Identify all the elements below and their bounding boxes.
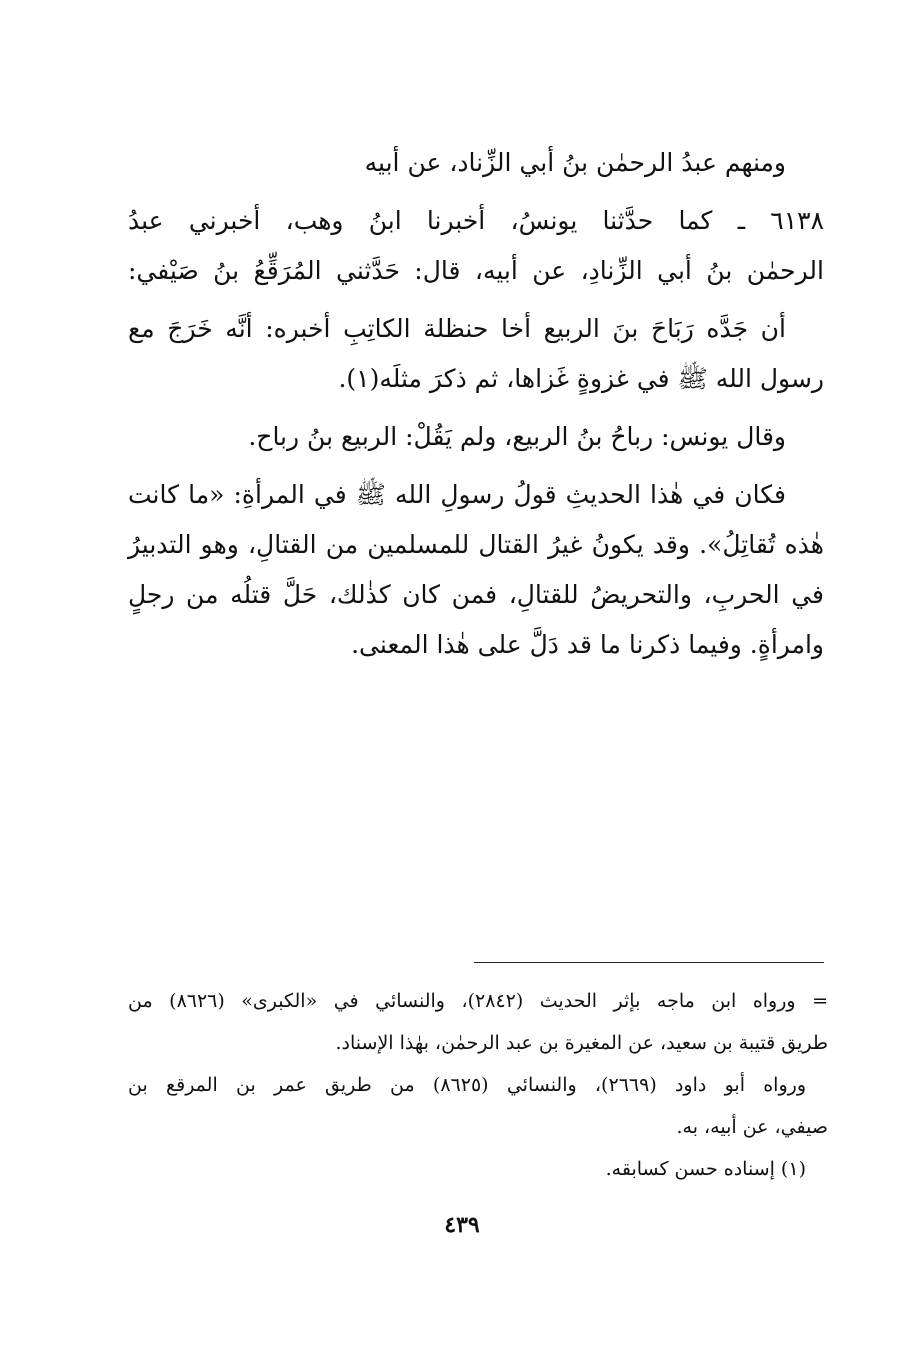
footnote-line: ورواه أبو داود (٢٦٦٩)، والنسائي (٨٦٢٥) من طريق عمر بن المرقع بن [128,1074,806,1096]
footnote-line: (١) إسناده حسن كسابقه. [605,1158,806,1180]
footnote-line: صيفي، عن أبيه، به. [676,1116,828,1138]
footnotes-block [128,980,828,1190]
text-line: أن جَدَّه رَبَاحَ بنَ الربيع أخا حنظلة الكاتِبِ أخبره: أنَّه خَرَجَ مع [128,314,786,343]
text-line: هٰذه تُقاتِلُ». وقد يكونُ غيرُ القتال للمسلمين من القتالِ، وهو التدبيرُ [128,530,824,559]
text-line: ٦١٣٨ ـ كما حدَّثنا يونسُ، أخبرنا ابنُ وهب، أخبرني عبدُ [128,206,824,235]
page-number: ٤٣٩ [444,1212,480,1238]
text-line: وقال يونس: رباحُ بنُ الربيع، ولم يَقُلْ: الربيع بنُ رباح. [248,422,786,451]
text-line: في الحربِ، والتحريضُ للقتالِ، فمن كان كذٰلك، حَلَّ قتلُه من رجلٍ [128,580,824,609]
footnote-separator [474,962,824,963]
text-line: وامرأةٍ. وفيما ذكرنا ما قد دَلَّ على هٰذا المعنى. [351,630,824,659]
text-line: ومنهم عبدُ الرحمٰن بنُ أبي الزِّناد، عن أبيه [364,148,786,177]
text-line: الرحمٰن بنُ أبي الزِّنادِ، عن أبيه، قال: حَدَّثني المُرَقِّعُ بنُ صَيْفي: [128,256,824,285]
footnote-line: = ورواه ابن ماجه بإثر الحديث (٢٨٤٢)، والنسائي في «الكبرى» (٨٦٢٦) من [128,990,829,1012]
text-line: فكان في هٰذا الحديثِ قولُ رسولِ الله ﷺ في المرأةِ: «ما كانت [128,480,786,509]
paragraph-gap [128,462,824,470]
paragraph-gap [128,188,824,196]
paragraph-gap [128,296,824,304]
paragraph-gap [128,404,824,412]
text-line: رسول الله ﷺ في غزوةٍ غَزاها، ثم ذكرَ مثلَه(١). [338,364,824,393]
main-text-block [128,138,824,670]
footnote-line: طريق قتيبة بن سعيد، عن المغيرة بن عبد الرحمٰن، بهٰذا الإسناد. [335,1032,828,1054]
